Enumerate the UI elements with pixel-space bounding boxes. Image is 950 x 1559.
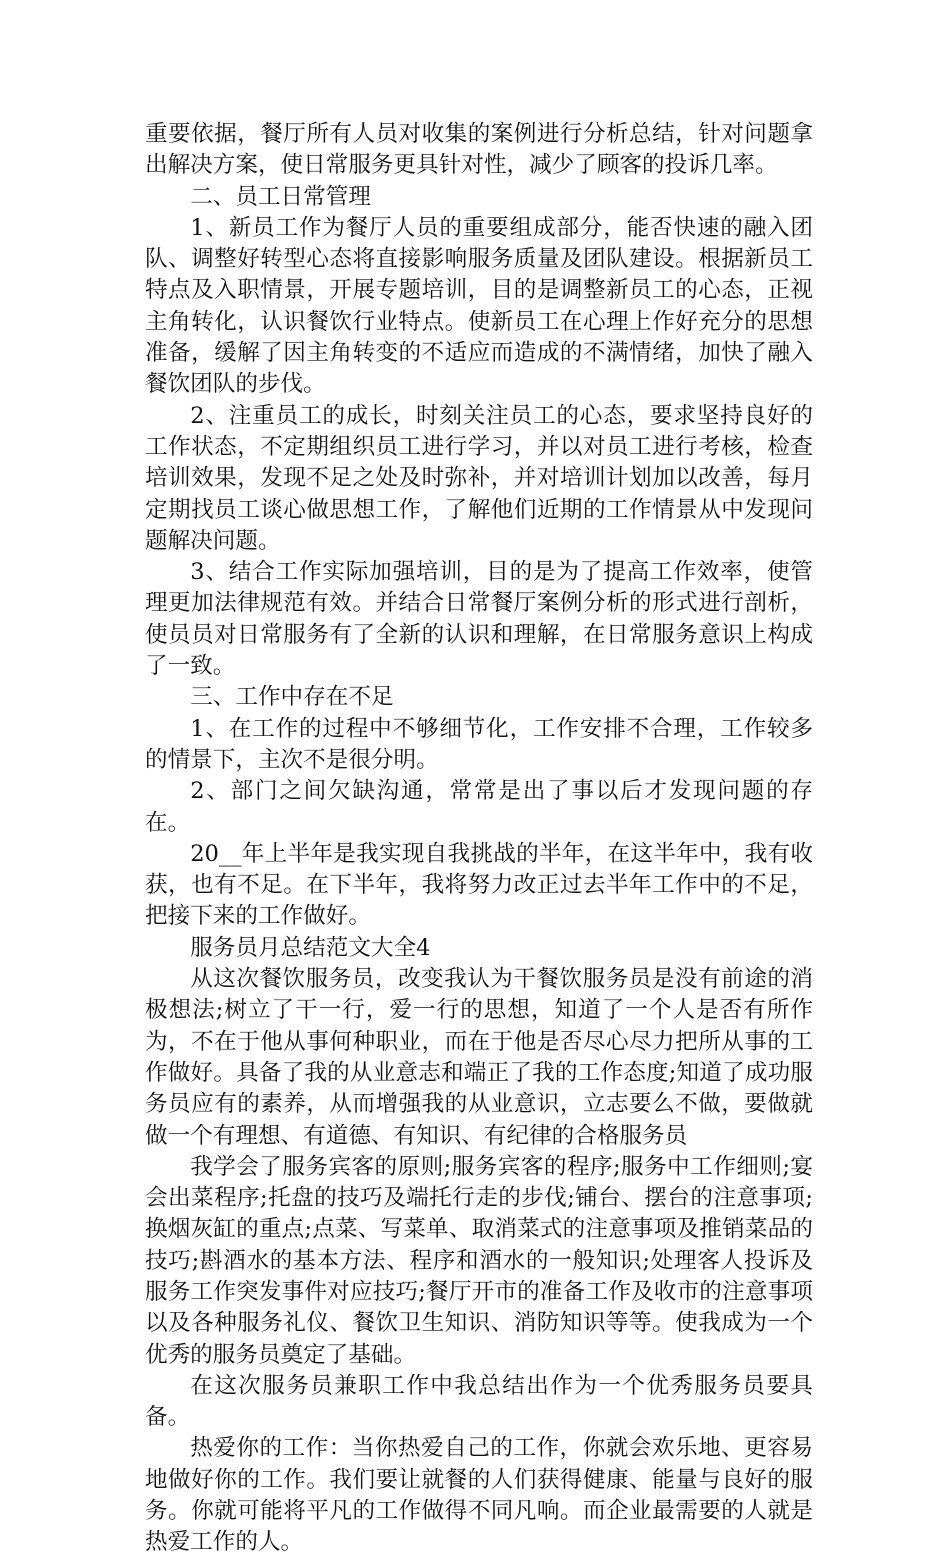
paragraph-summary-intro: 在这次服务员兼职工作中我总结出作为一个优秀服务员要具备。: [145, 1372, 813, 1431]
paragraph-mindset-change: 从这次餐饮服务员，改变我认为干餐饮服务员是没有前途的消极想法;树立了干一行，爱一行的思想，知道了一个人是否有所作为，不在于他从事何种职业，而在于他是否尽心尽力把所从事的工作做好。具备了我的从业意志和端正了我的工作态度;知道了成功服务员应有的素养，从而增强我的从业意识，立志要么不做，要做就做一个有理想、有道德、有知识、有纪律的合格服务员: [145, 966, 813, 1149]
document-page: [145, 119, 813, 1559]
paragraph-half-year-summary: 20__年上半年是我实现自我挑战的半年，在这半年中，我有收获，也有不足。在下半年，我将努力改正过去半年工作中的不足，把接下来的工作做好。: [145, 840, 813, 930]
paragraph-love-your-work: 热爱你的工作：当你热爱自己的工作，你就会欢乐地、更容易地做好你的工作。我们要让就餐的人们获得健康、能量与良好的服务。你就可能将平凡的工作做得不同凡响。而企业最需要的人就是热爱工作的人。: [145, 1435, 813, 1556]
paragraph-skills-learned: 我学会了服务宾客的原则;服务宾客的程序;服务中工作细则;宴会出菜程序;托盘的技巧及端托行走的步伐;铺台、摆台的注意事项;换烟灰缸的重点;点菜、写菜单、取消菜式的注意事项及推销菜品的技巧;斟酒水的基本方法、程序和酒水的一般知识;处理客人投诉及服务工作突发事件对应技巧;餐厅开市的准备工作及收市的注意事项以及各种服务礼仪、餐饮卫生知识、消防知识等等。使我成为一个优秀的服务员奠定了基础。: [145, 1153, 813, 1368]
section-heading-summary-4: 服务员月总结范文大全4: [190, 934, 431, 961]
paragraph-new-employees: 1、新员工作为餐厅人员的重要组成部分，能否快速的融入团队、调整好转型心态将直接影响服务质量及团队建设。根据新员工特点及入职情景，开展专题培训，目的是调整新员工的心态，正视主角转化，认识餐饮行业特点。使新员工在心理上作好充分的思想准备，缓解了因主角转变的不适应而造成的不满情绪，加快了融入餐饮团队的步伐。: [145, 214, 813, 398]
paragraph-shortcoming-1: 1、在工作的过程中不够细节化，工作安排不合理，工作较多的情景下，主次不是很分明。: [145, 715, 813, 773]
section-heading-shortcomings: 三、工作中存在不足: [190, 684, 394, 711]
paragraph-continuation: 重要依据，餐厅所有人员对收集的案例进行分析总结，针对问题拿出解决方案，使日常服务更具针对性，减少了顾客的投诉几率。: [145, 121, 813, 179]
section-heading-employee-management: 二、员工日常管理: [190, 183, 371, 210]
paragraph-training: 3、结合工作实际加强培训，目的是为了提高工作效率，使管理更加法律规范有效。并结合日常餐厅案例分析的形式进行剖析，使员员对日常服务有了全新的认识和理解，在日常服务意识上构成了一致。: [145, 559, 813, 680]
paragraph-shortcoming-2: 2、部门之间欠缺沟通，常常是出了事以后才发现问题的存在。: [145, 778, 813, 836]
paragraph-employee-growth: 2、注重员工的成长，时刻关注员工的心态，要求坚持良好的工作状态，不定期组织员工进行学习，并以对员工进行考核，检查培训效果，发现不足之处及时弥补，并对培训计划加以改善，每月定期找员工谈心做思想工作，了解他们近期的工作情景从中发现问题解决问题。: [145, 402, 813, 554]
